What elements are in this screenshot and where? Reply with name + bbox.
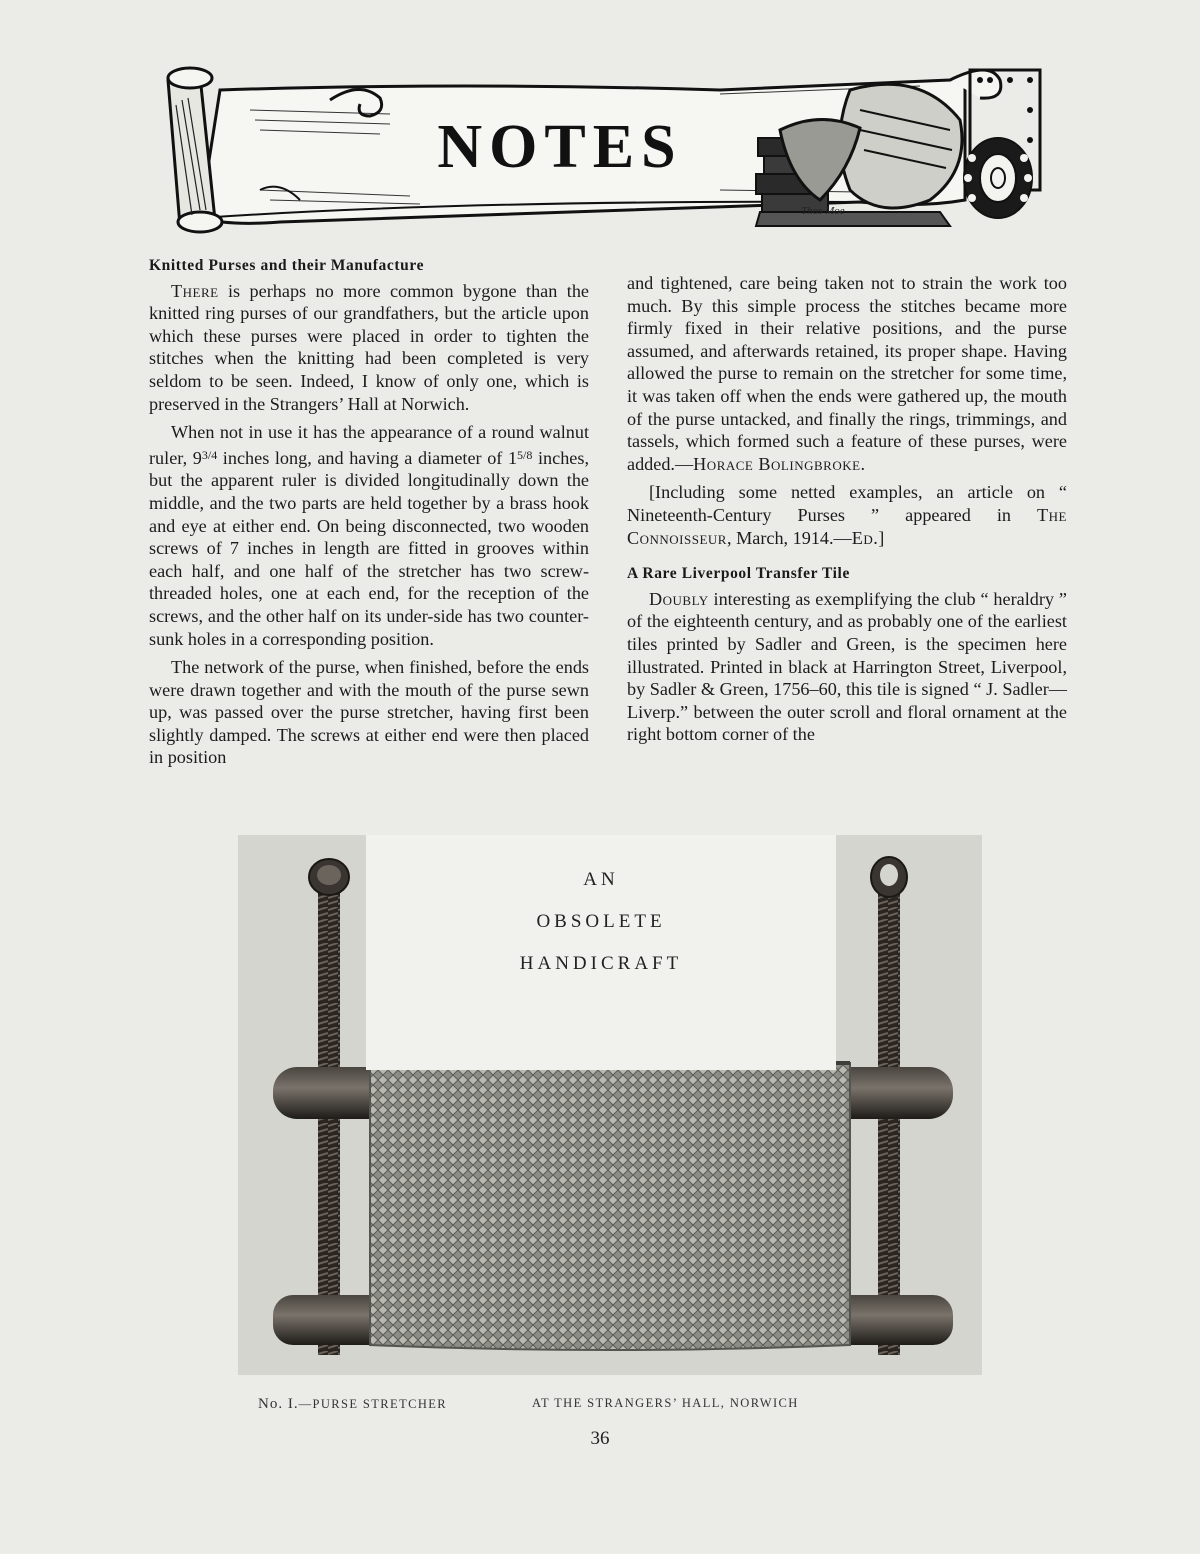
figure-title-panel bbox=[366, 835, 836, 1070]
author-name: Horace Bolingbroke. bbox=[693, 453, 866, 474]
drop-lead-word: Doubly bbox=[649, 588, 709, 609]
drop-lead-word: There bbox=[171, 280, 219, 301]
figure-title-line: OBSOLETE bbox=[536, 911, 666, 932]
paragraph bbox=[149, 280, 589, 416]
figure-caption-left bbox=[258, 1396, 447, 1413]
paragraph-text: , March, 1914.— bbox=[726, 527, 852, 548]
paragraph-text: [Including some netted examples, an article on “ Nineteenth-Century Purses ” appeared in bbox=[627, 482, 1067, 525]
paragraph-text: When not in use it has the appearance of a round walnut ruler, 9 bbox=[149, 422, 589, 468]
paragraph-text: and tightened, care being taken not to strain the work too much. By this simple process the stitches became more firmly fixed in their relative positions, and the purse assumed, and afterwards retained, its proper shape. Having allowed the purse to remain on the stretcher for some time, it was taken off when the ends were gathered up, the mouth of the purse untacked, and finally the rings, trimmings, and tassels, which formed such a feature of these purses, were added.— bbox=[627, 273, 1067, 474]
paragraph-text: is perhaps no more common bygone than the knitted ring purses of our grandfathers, but the article upon which these purses were placed in order to tighten the stitches when the knitting had been completed is very seldom to be seen. Indeed, I know of only one, which is preserved in the Strangers’ Hall at Norwich. bbox=[149, 280, 589, 414]
caption-number: No. I. bbox=[258, 1396, 299, 1412]
artist-signature: Thos Moe bbox=[801, 205, 845, 217]
paragraph-text: inches long, and having a diameter of 1 bbox=[217, 447, 518, 468]
paragraph bbox=[149, 421, 589, 650]
article-heading-liverpool-tile: A Rare Liverpool Transfer Tile bbox=[627, 565, 850, 583]
left-column bbox=[149, 255, 589, 769]
editor-mark: Ed. bbox=[851, 527, 879, 548]
article-heading-knitted-purses: Knitted Purses and their Manufacture bbox=[149, 257, 425, 274]
magazine-name: The Connoisseur bbox=[627, 504, 1067, 548]
banner-title: NOTES bbox=[437, 113, 683, 181]
editor-note bbox=[627, 481, 1067, 549]
paragraph-text: ] bbox=[878, 527, 885, 548]
paragraph bbox=[627, 588, 1067, 746]
notes-banner bbox=[160, 50, 1060, 245]
fraction: 5/8 bbox=[517, 447, 533, 462]
paragraph: The network of the purse, when finished, before the ends were drawn together and with the mouth of the purse sewn up, was passed over the purse stretcher, having first been slightly damped. The screws at either end were then placed in position bbox=[149, 657, 589, 768]
page-number: 36 bbox=[590, 1428, 610, 1449]
fraction: 3/4 bbox=[201, 447, 218, 462]
figure-title-line: HANDICRAFT bbox=[519, 953, 683, 974]
figure-caption-right: AT THE STRANGERS’ HALL, NORWICH bbox=[532, 1396, 799, 1410]
paragraph-text: inches, but the apparent ruler is divided longitudinally down the middle, and the two parts are held together by a brass hook and eye at either end. On being disconnected, two wooden screws of 7 inches in length are fitted in grooves within each half, and one half of the stretcher has two screw-threaded holes, one at each end, for the reception of the screws, and the other half on its under-side has two counter-sunk holes in a corresponding position. bbox=[149, 447, 590, 649]
paragraph-text: interesting as exemplifying the club “ heraldry ” of the eighteenth century, and as probably one of the earliest tiles printed by Sadler and Green, is the specimen here illustrated. Printed in black at Harrington Street, Liverpool, by Sadler & Green, 1756–60, this tile is signed “ J. Sadler—Liverp.” between the outer scroll and floral ornament at the right bottom corner of the bbox=[627, 588, 1067, 745]
figure-title-line: AN bbox=[583, 869, 619, 890]
caption-text: —PURSE STRETCHER bbox=[298, 1397, 448, 1411]
purse-stretcher-photo bbox=[238, 835, 982, 1375]
right-column bbox=[627, 272, 1067, 746]
paragraph bbox=[627, 272, 1067, 475]
